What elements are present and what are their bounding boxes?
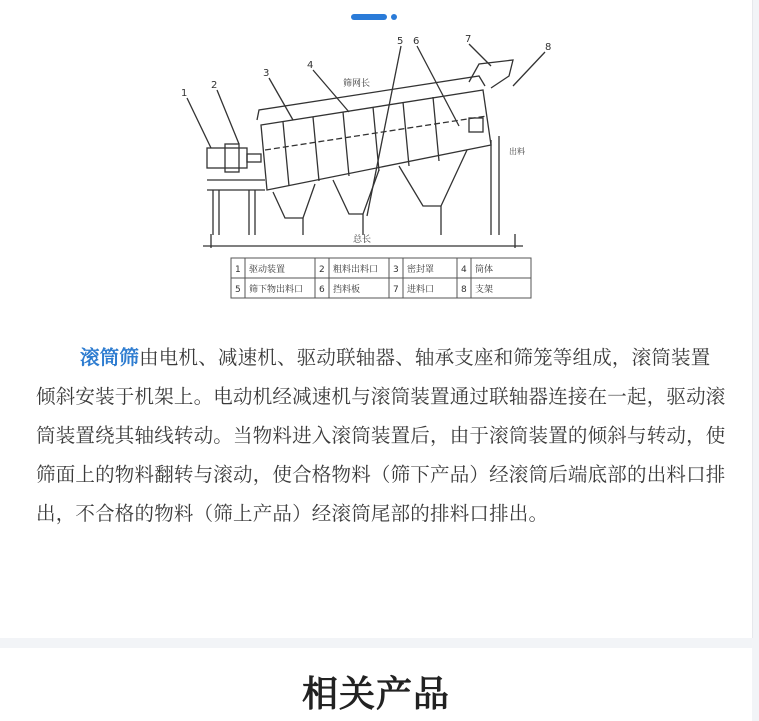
trommel-screen-diagram — [173, 30, 583, 302]
callout-8: 8 — [545, 42, 552, 53]
product-keyword-link[interactable]: 滚筒筛 — [80, 345, 140, 369]
carousel-indicator-active[interactable] — [351, 14, 387, 20]
legend-num-8: 8 — [461, 285, 467, 295]
legend-name-8: 支架 — [475, 285, 494, 295]
callout-6: 6 — [413, 36, 420, 47]
related-products-title: 相关产品 — [301, 674, 450, 715]
related-products-section — [0, 648, 752, 721]
callout-5: 5 — [397, 36, 404, 47]
legend-num-5: 5 — [235, 285, 241, 295]
callout-3: 3 — [263, 68, 270, 79]
carousel-indicator-dot[interactable] — [391, 14, 397, 20]
label-screen-length: 筛网长 — [343, 79, 371, 89]
legend-num-2: 2 — [319, 265, 325, 275]
legend-num-3: 3 — [393, 265, 399, 275]
legend-name-6: 挡料板 — [333, 285, 361, 295]
legend-num-6: 6 — [319, 285, 325, 295]
article-body: 由电机、减速机、驱动联轴器、轴承支座和筛笼等组成，滚筒装置倾斜安装于机架上。电动机经减速机与滚筒装置通过联轴器连接在一起，驱动滚筒装置绕其轴线转动。当物料进入滚筒装置后，由于滚筒装置的倾斜与转动，使筛面上的物料翻转与滚动，使合格物料（筛下产品）经滚筒后端底部的出料口排出，不合格的物料（筛上产品）经滚筒尾部的排料口排出。 — [36, 345, 726, 525]
callout-1: 1 — [181, 88, 188, 99]
legend-name-2: 粗料出料口 — [333, 265, 379, 275]
legend-name-4: 筒体 — [475, 265, 494, 275]
callout-4: 4 — [307, 60, 314, 71]
legend-name-5: 筛下物出料口 — [249, 285, 304, 295]
label-side: 出料 — [509, 147, 525, 156]
legend-name-7: 进料口 — [407, 285, 435, 295]
callout-2: 2 — [211, 80, 218, 91]
article-paragraph — [36, 338, 726, 533]
callout-7: 7 — [465, 34, 472, 45]
legend-name-3: 密封罩 — [407, 265, 435, 275]
legend-num-4: 4 — [461, 265, 467, 275]
legend-num-7: 7 — [393, 285, 399, 295]
legend-name-1: 驱动装置 — [249, 265, 286, 275]
label-total-length: 总长 — [353, 235, 372, 245]
legend-num-1: 1 — [235, 265, 241, 275]
